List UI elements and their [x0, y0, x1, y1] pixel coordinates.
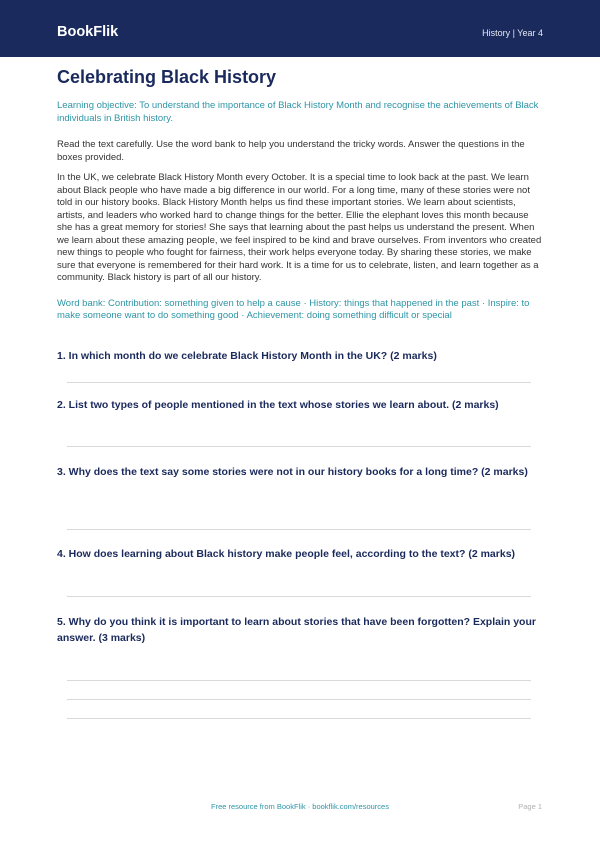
answer-line[interactable]	[67, 718, 531, 719]
answer-line[interactable]	[67, 529, 531, 530]
word-bank: Word bank: Contribution: something given to help a cause · History: things that happened in the past · Inspire: to make someone want to do something good · Achievement: doing something difficult or special	[57, 297, 530, 321]
page-number: Page 1	[518, 802, 542, 811]
subject-year-label: History | Year 4	[482, 28, 543, 38]
header-bar	[0, 0, 600, 57]
reading-passage: In the UK, we celebrate Black History Month every October. It is a special time to look back at the past. We learn about Black people who have made a big difference in our world. For a long time, many of these stories were not told in our history books. Black History Month helps us find these important stories. We learn about scientists, artists, and leaders who worked hard to change things for the better. Ellie the elephant loves this month because she has a great memory for stories! She says that learning about the past helps us understand the present. When we learn about these amazing people, we feel inspired to be kind and brave ourselves. From inventors who created new things to people who fought for fairness, their work helps everyone today. By sharing these stories, we make sure that everyone is remembered for their hard work. It is a time for us to celebrate, listen, and learn together as a community. Black history is part of all our history.	[57, 172, 542, 283]
page-title: Celebrating Black History	[57, 67, 277, 87]
question-5: 5. Why do you think it is important to learn about stories that have been forgotten? Explain your answer. (3 marks)	[57, 616, 536, 644]
learning-objective: Learning objective: To understand the importance of Black History Month and recognise the achievements of Black individuals in British history.	[57, 100, 539, 124]
question-1: 1. In which month do we celebrate Black History Month in the UK? (2 marks)	[57, 350, 437, 362]
answer-line[interactable]	[67, 596, 531, 597]
question-2: 2. List two types of people mentioned in the text whose stories we learn about. (2 marks)	[57, 399, 499, 411]
answer-line[interactable]	[67, 446, 531, 447]
intro-section	[57, 66, 543, 323]
instructions: Read the text carefully. Use the word bank to help you understand the tricky words. Answer the questions in the boxes provided.	[57, 139, 525, 163]
question-3: 3. Why does the text say some stories were not in our history books for a long time? (2 marks)	[57, 466, 528, 478]
brand-logo[interactable]: BookFlik	[57, 24, 119, 40]
answer-line[interactable]	[67, 680, 531, 681]
footer-resource-link[interactable]: Free resource from BookFlik · bookflik.com/resources	[211, 802, 389, 811]
answer-line[interactable]	[67, 382, 531, 383]
answer-line[interactable]	[67, 699, 531, 700]
question-4: 4. How does learning about Black history make people feel, according to the text? (2 marks)	[57, 548, 516, 560]
